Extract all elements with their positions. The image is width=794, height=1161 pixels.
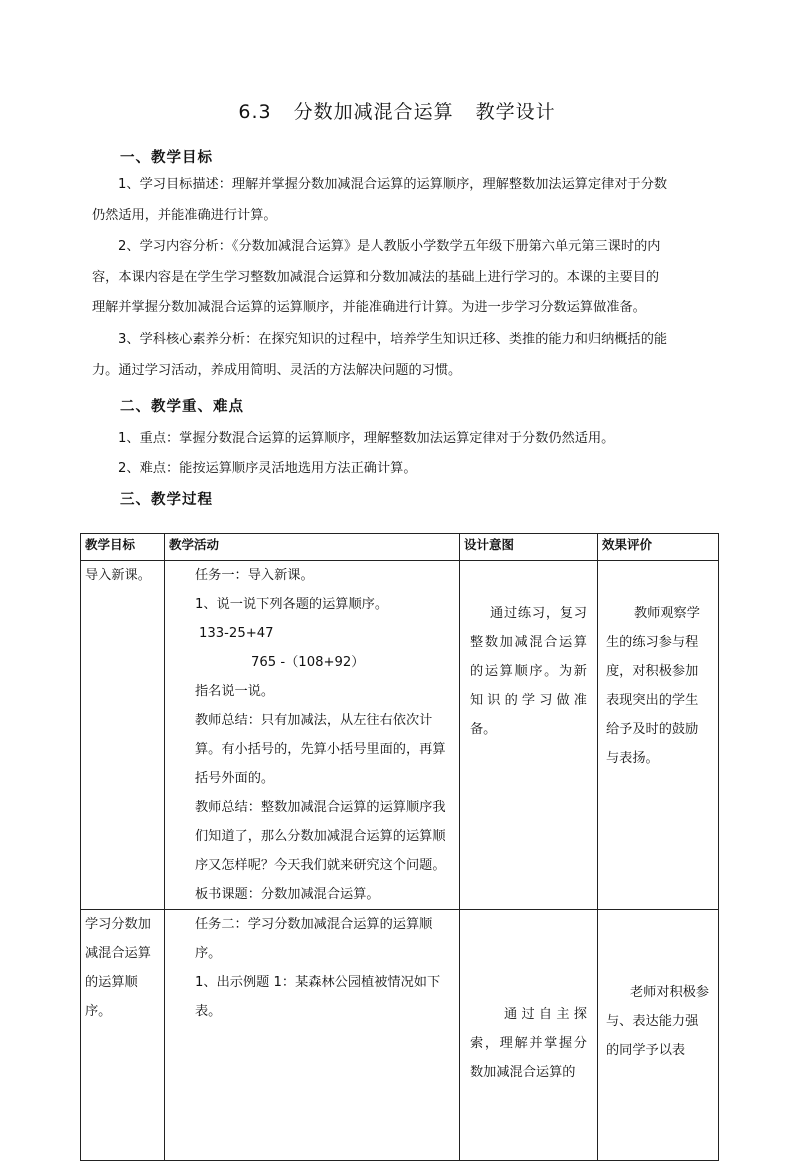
objective-2-line-2: 容，本课内容是在学生学习整数加减混合运算和分数加减法的基础上进行学习的。本课的主要目的 bbox=[92, 269, 660, 285]
header-intent: 设计意图 bbox=[460, 534, 598, 561]
objective-1-line-1: 1、学习目标描述：理解并掌握分数加减混合运算的运算顺序，理解整数加法运算定律对于分数 bbox=[118, 177, 668, 192]
row1-activity-summary-1: 教师总结：只有加减法，从左往右依次计算。有小括号的，先算小括号里面的，再算括号外面的。 bbox=[195, 713, 446, 786]
objective-paragraph-3 bbox=[92, 325, 704, 386]
objective-paragraph-1 bbox=[92, 170, 704, 231]
row1-activity bbox=[165, 561, 460, 910]
row1-evaluation bbox=[598, 561, 719, 910]
title-type: 教学设计 bbox=[475, 101, 556, 123]
row2-activity-step: 1、出示例题 1：某森林公园植被情况如下表。 bbox=[195, 975, 441, 1019]
section-heading-key-points: 二、教学重、难点 bbox=[120, 399, 244, 415]
table-row bbox=[81, 561, 719, 910]
row1-activity-step: 1、说一说下列各题的运算顺序。 bbox=[195, 597, 389, 612]
section-heading-process: 三、教学过程 bbox=[120, 492, 213, 508]
row2-activity-task: 任务二：学习分数加减混合运算的运算顺序。 bbox=[195, 917, 433, 961]
row2-intent-text: 通过自主探索，理解并掌握分数加减混合运算的 bbox=[470, 1007, 587, 1080]
row1-expressions bbox=[169, 619, 455, 677]
row1-evaluation-text: 教师观察学生的练习参与程度，对积极参加表现突出的学生给予及时的鼓励与表扬。 bbox=[606, 606, 700, 766]
objective-paragraph-2 bbox=[92, 232, 704, 324]
objective-1-line-2: 仍然适用，并能准确进行计算。 bbox=[92, 207, 277, 223]
table-header-row bbox=[81, 534, 719, 561]
header-activity: 教学活动 bbox=[165, 534, 460, 561]
row1-activity-summary-2: 教师总结：整数加减混合运算的运算顺序我们知道了，那么分数加减混合运算的运算顺序又怎样呢？今天我们就来研究这个问题。 bbox=[195, 800, 446, 873]
header-evaluation: 效果评价 bbox=[598, 534, 719, 561]
expression-1: 133-25+47 bbox=[199, 626, 274, 641]
key-point: 1、重点：掌握分数混合运算的运算顺序，理解整数加法运算定律对于分数仍然适用。 bbox=[118, 431, 615, 446]
difficulty-point: 2、难点：能按运算顺序灵活地选用方法正确计算。 bbox=[118, 461, 417, 476]
row1-intent bbox=[460, 561, 598, 910]
objective-2-line-3: 理解并掌握分数加减混合运算的运算顺序，并能准确进行计算。为进一步学习分数运算做准备。 bbox=[92, 300, 646, 315]
row2-evaluation-text: 老师对积极参与、表达能力强的同学予以表 bbox=[606, 985, 710, 1058]
title-number: 6.3 bbox=[238, 101, 272, 123]
expression-2: 765 -（108+92） bbox=[251, 655, 365, 670]
row1-intent-text: 通过练习，复习整数加减混合运算的运算顺序。为新知识的学习做准备。 bbox=[470, 606, 587, 737]
objective-3-line-1: 3、学科核心素养分析：在探究知识的过程中，培养学生知识迁移、类推的能力和归纳概括的能 bbox=[118, 332, 668, 347]
row1-activity-call: 指名说一说。 bbox=[195, 684, 275, 699]
document-title bbox=[0, 97, 794, 124]
header-goal: 教学目标 bbox=[81, 534, 165, 561]
title-topic: 分数加减混合运算 bbox=[293, 101, 454, 123]
teaching-process-table bbox=[80, 533, 719, 1161]
section-heading-objectives: 一、教学目标 bbox=[120, 150, 213, 166]
objective-2-line-1: 2、学习内容分析：《分数加减混合运算》是人教版小学数学五年级下册第六单元第三课时的内 bbox=[118, 239, 661, 254]
row2-goal: 学习分数加减混合运算的运算顺序。 bbox=[81, 910, 165, 1161]
row1-activity-board: 板书课题：分数加减混合运算。 bbox=[195, 887, 380, 902]
objective-3-line-2: 力。通过学习活动，养成用简明、灵活的方法解决问题的习惯。 bbox=[92, 362, 462, 378]
row1-activity-task: 任务一：导入新课。 bbox=[195, 568, 314, 583]
row1-goal: 导入新课。 bbox=[81, 561, 165, 910]
